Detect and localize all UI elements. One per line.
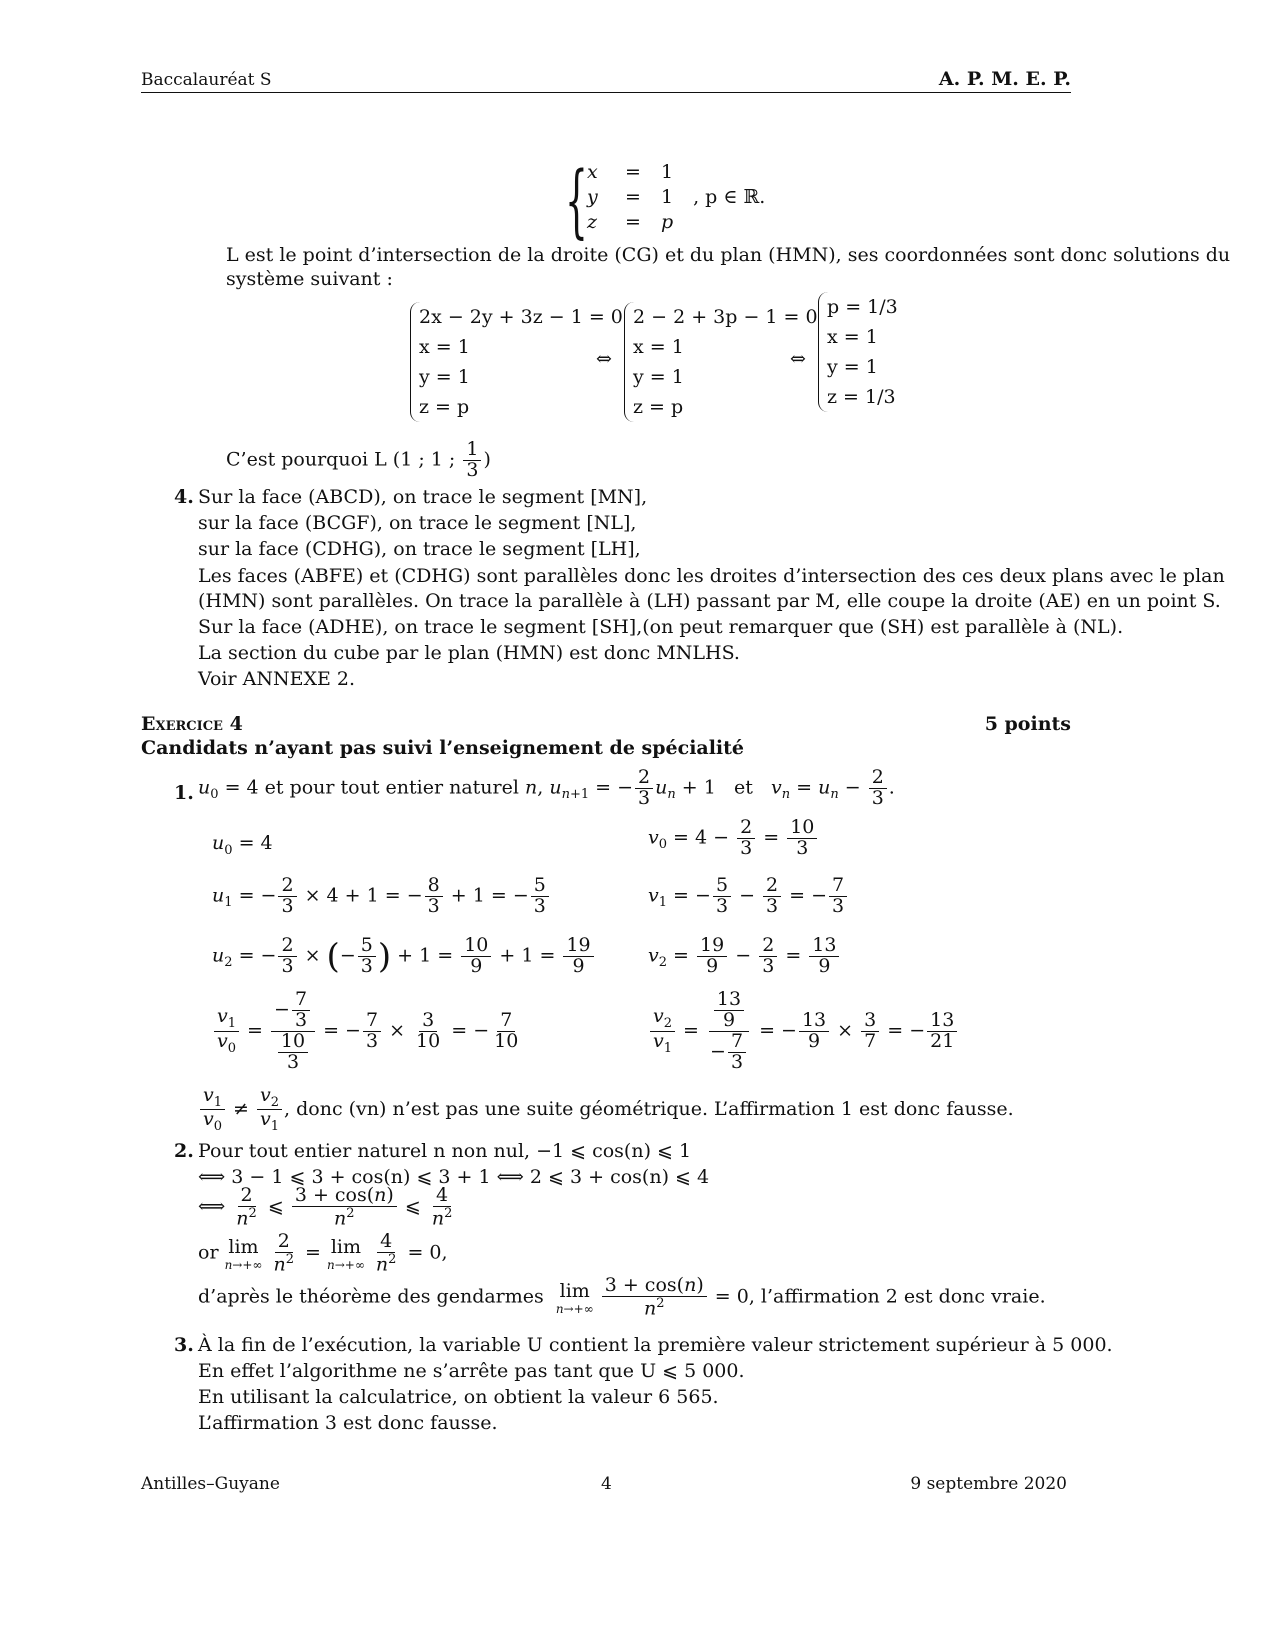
equiv-2: ⇔	[790, 348, 806, 370]
q4-line: Les faces (ABFE) et (CDHG) sont parallèles donc les droites d’intersection des ces deux plans avec le plan	[198, 565, 1225, 587]
exercise-points: 5 points	[984, 713, 1071, 735]
v1-over-v0: $\frac{v_1}{v_0}$ = − $\frac{7}{3}$ $\frac{10}{3}$ = − $\frac{7}{3}$ × $\frac{3}{10}$ = − $\frac{7}{10}$	[212, 990, 523, 1073]
q3-line: En effet l’algorithme ne s’arrête pas tant que U ⩽ 5 000.	[198, 1360, 745, 1382]
q4-line: Sur la face (ABCD), on trace le segment [MN],	[198, 486, 648, 508]
q2-line2: ⟺ 3 − 1 ⩽ 3 + cos(n) ⩽ 3 + 1 ⟺ 2 ⩽ 3 + cos(n) ⩽ 4	[198, 1166, 710, 1188]
q2-line1: Pour tout entier naturel n non nul, −1 ⩽ cos(n) ⩽ 1	[198, 1140, 692, 1162]
q4-line: sur la face (BCGF), on trace le segment [NL],	[198, 512, 637, 534]
system-c-row: x = 1	[827, 326, 878, 348]
system-c-row: p = 1/3	[827, 296, 898, 318]
sys1-r1-eq: =	[625, 161, 641, 183]
system-b-row: x = 1	[633, 336, 684, 358]
page-number: 4	[601, 1474, 612, 1494]
sys1-suffix: , p ∈ ℝ.	[693, 186, 766, 208]
q2-line5: d’après le théorème des gendarmes lim n→+∞ $\frac{3 + \cos(n)}{n^2}$ = 0, l’affirmation 2 est donc vraie.	[198, 1274, 1046, 1320]
q1-conclusion: $\frac{v_1}{v_0}$ ≠ $\frac{v_2}{v_1}$ , donc (vn) n’est pas une suite géométrique. L’affirmation 1 est donc fausse.	[198, 1086, 1014, 1134]
q3-line: À la fin de l’exécution, la variable U contient la première valeur strictement supérieur à 5 000.	[198, 1334, 1113, 1356]
system-a-row: 2x − 2y + 3z − 1 = 0	[419, 306, 623, 328]
u2-line: $u_2$ = − $\frac{2}{3}$ × (− $\frac{5}{3}$ ) + 1 = $\frac{10}{9}$ + 1 = $\frac{19}{9}$	[212, 936, 596, 977]
q3-line: L’affirmation 3 est donc fausse.	[198, 1412, 498, 1434]
u1-line: $u_1$ = − $\frac{2}{3}$ × 4 + 1 = − $\frac{8}{3}$ + 1 = − $\frac{5}{3}$	[212, 876, 551, 917]
system-c	[818, 292, 898, 412]
sys1-r1-val: 1	[661, 161, 674, 183]
q3-number: 3.	[174, 1334, 194, 1356]
system-a	[410, 302, 623, 422]
sys1-r2-val: 1	[661, 186, 674, 208]
equiv-1: ⇔	[596, 348, 612, 370]
header-left: Baccalauréat S	[141, 70, 272, 90]
v0-line: $v_0 = 4$ − $\frac{2}{3}$ = $\frac{10}{3}$	[648, 818, 819, 859]
sys1-r3-var: z	[587, 211, 598, 233]
sys1-r1-var: x	[587, 161, 598, 183]
q4-number: 4.	[174, 486, 194, 508]
conclusion-l: C’est pourquoi L (1 ; 1 ; $\frac{1}{3}$ )	[226, 438, 491, 481]
q2-line4: or lim n→+∞ $\frac{2}{n^2}$ = lim n→+∞ $\frac{4}{n^2}$ = 0,	[198, 1230, 448, 1276]
q3-line: En utilisant la calculatrice, on obtient la valeur 6 565.	[198, 1386, 719, 1408]
header-rule	[141, 92, 1071, 93]
sys1-r2-var: y	[587, 186, 598, 208]
q4-line: Voir ANNEXE 2.	[198, 668, 356, 690]
u0-line: $u_0 = 4$	[212, 832, 273, 858]
sys1-r3-val: p	[661, 211, 674, 233]
q4-line: Sur la face (ADHE), on trace le segment [SH],(on peut remarquer que (SH) est parallèle à (NL).	[198, 616, 1124, 638]
q2-line3: ⟺ $\frac{2}{n^2}$ ⩽ $\frac{3 + \cos(n)}{n^2}$ ⩽ $\frac{4}{n^2}$	[198, 1184, 453, 1230]
system-c-row: z = 1/3	[827, 386, 896, 408]
v2-line: $v_2$ = $\frac{19}{9}$ − $\frac{2}{3}$ = $\frac{13}{9}$	[648, 936, 841, 977]
system-a-row: x = 1	[419, 336, 470, 358]
exercise-title: Exercice 4	[141, 713, 243, 735]
system-b-row: z = p	[633, 396, 684, 418]
system-b-row: y = 1	[633, 366, 684, 388]
system-b-row: 2 − 2 + 3p − 1 = 0	[633, 306, 818, 328]
conclusion-l-text: C’est pourquoi L (1 ; 1 ;	[226, 448, 456, 471]
q2-or: or	[198, 1241, 219, 1264]
q1-conclusion-text: , donc (vn) n’est pas une suite géométrique. L’affirmation 1 est donc fausse.	[284, 1097, 1014, 1120]
system-a-row: z = p	[419, 396, 470, 418]
q4-line: sur la face (CDHG), on trace le segment [LH],	[198, 538, 641, 560]
header-right: A. P. M. E. P.	[938, 68, 1071, 90]
footer-left: Antilles–Guyane	[141, 1474, 280, 1494]
system-c-row: y = 1	[827, 356, 878, 378]
system-b	[624, 302, 818, 422]
q4-line: (HMN) sont parallèles. On trace la parallèle à (LH) passant par M, elle coupe la droite (AE) en un point S.	[198, 590, 1221, 612]
footer-right: 9 septembre 2020	[910, 1474, 1067, 1494]
v2-over-v1: $\frac{v_2}{v_1}$ = $\frac{13}{9}$ − $\frac{7}{3}$ = − $\frac{13}{9}$ × $\frac{3}{7}$ = − $\frac{13}{21}$	[648, 990, 959, 1073]
q2-after: d’après le théorème des gendarmes	[198, 1285, 544, 1308]
q2-end: = 0, l’affirmation 2 est donc vraie.	[714, 1285, 1046, 1308]
paragraph-l-2: système suivant :	[226, 268, 393, 290]
q4-line: La section du cube par le plan (HMN) est donc MNLHS.	[198, 642, 740, 664]
q1-number: 1.	[174, 782, 194, 804]
q1-statement: $u_0 = 4$ et pour tout entier naturel n, $u_{n+1}$ = − $\frac{2}{3}$ $u_n + 1$ et $v_n = u_n$ − $\frac{2}{3}$ .	[198, 766, 895, 809]
sys1-r3-eq: =	[625, 211, 641, 233]
system-a-row: y = 1	[419, 366, 470, 388]
sys1-r2-eq: =	[625, 186, 641, 208]
paragraph-l: L est le point d’intersection de la droite (CG) et du plan (HMN), ses coordonnées sont donc solutions du	[226, 244, 1231, 266]
v1-line: $v_1$ = − $\frac{5}{3}$ − $\frac{2}{3}$ = − $\frac{7}{3}$	[648, 876, 849, 917]
q2-number: 2.	[174, 1140, 194, 1162]
exercise-subtitle: Candidats n’ayant pas suivi l’enseignement de spécialité	[141, 737, 745, 759]
